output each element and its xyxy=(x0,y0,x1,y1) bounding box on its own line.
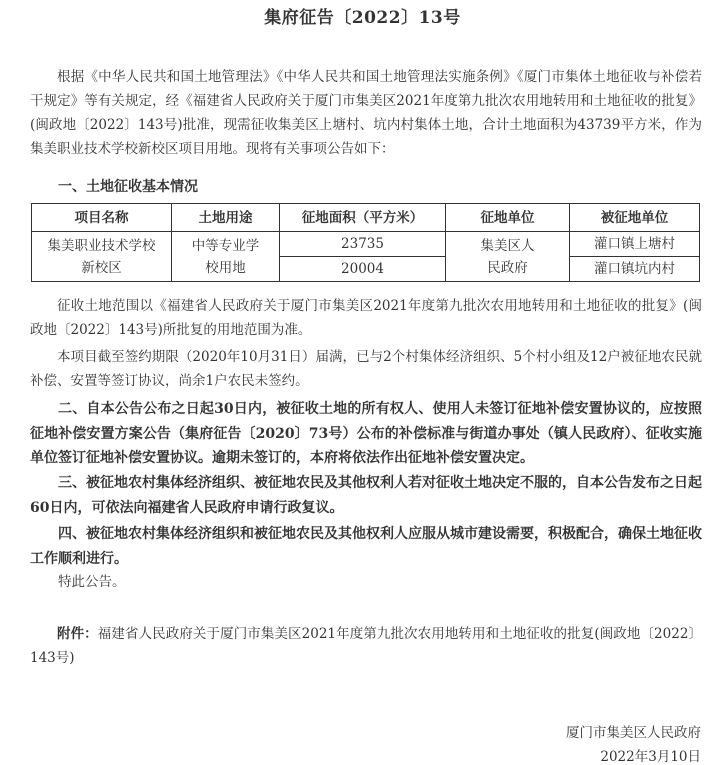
header-area: 征地面积（平方米） xyxy=(280,204,446,232)
section1-heading: 一、土地征收基本情况 xyxy=(58,179,198,195)
closing-text: 特此公告。 xyxy=(58,574,126,590)
section2-paragraph: 二、自本公告公布之日起30日内，被征收土地的所有权人、使用人未签订征地补偿安置协议的，应按照征地补偿安置方案公告（集府征告〔2020〕73号）公布的补偿标准与街道办事处（镇人民政府）、征收实施单位签订征地补偿安置协议。逾期未签订的，本府将依法作出征地补偿安置决定。 xyxy=(30,401,702,466)
cell-acquired-unit-1: 灌口镇上塘村 xyxy=(570,232,700,257)
intro-paragraph: 根据《中华人民共和国土地管理法》《中华人民共和国土地管理法实施条例》《厦门市集体土地征收与补偿若干规定》等有关规定，经《福建省人民政府关于厦门市集美区2021年度第九批次农用地转用和土地征收的批复》(闽政地〔2022〕143号)批准，现需征收集美区上塘村、坑内村集体土地，合计土地面积为43739平方米，作为集美职业技术学校新校区项目用地。现将有关事项公告如下： xyxy=(30,69,702,157)
cell-land-use: 中等专业学校用地 xyxy=(172,232,280,282)
cell-acquired-unit-2: 灌口镇坑内村 xyxy=(570,257,700,282)
attachment-label: 附件： xyxy=(57,626,98,642)
attachment-text: 福建省人民政府关于厦门市集美区2021年度第九批次农用地转用和土地征收的批复(闽政地〔2022〕143号) xyxy=(30,626,703,666)
cell-project-name: 集美职业技术学校新校区 xyxy=(32,232,172,282)
cell-area-2: 20004 xyxy=(280,257,446,282)
land-acquisition-table xyxy=(31,203,700,282)
status-paragraph: 本项目截至签约期限（2020年10月31日）届满，已与2个村集体经济组织、5个村小组及12户被征地农民就补偿、安置等签订协议，尚余1户农民未签约。 xyxy=(30,349,702,389)
section3-paragraph: 三、被征地农村集体经济组织、被征地农民及其他权利人若对征收土地决定不服的，自本公告发布之日起60日内，可依法向福建省人民政府申请行政复议。 xyxy=(30,475,702,516)
signing-date: 2022年3月10日 xyxy=(600,749,701,765)
scope-paragraph: 征收土地范围以《福建省人民政府关于厦门市集美区2021年度第九批次农用地转用和土地征收的批复》(闽政地〔2022〕143号)所批复的用地范围为准。 xyxy=(30,298,702,338)
attachment-paragraph xyxy=(30,622,702,670)
header-acquired-unit: 被征地单位 xyxy=(570,204,700,232)
document-title: 集府征告〔2022〕13号 xyxy=(264,8,461,28)
table-row xyxy=(32,232,700,257)
cell-area-1: 23735 xyxy=(280,232,446,257)
section4-paragraph: 四、被征地农村集体经济组织和被征地农民及其他权利人应服从城市建设需要，积极配合，确保土地征收工作顺利进行。 xyxy=(30,526,702,567)
header-acquiring-unit: 征地单位 xyxy=(446,204,570,232)
cell-acquiring-unit: 集美区人民政府 xyxy=(446,232,570,282)
header-land-use: 土地用途 xyxy=(172,204,280,232)
signer-name: 厦门市集美区人民政府 xyxy=(566,725,701,741)
table-header-row xyxy=(32,204,700,232)
header-project-name: 项目名称 xyxy=(32,204,172,232)
